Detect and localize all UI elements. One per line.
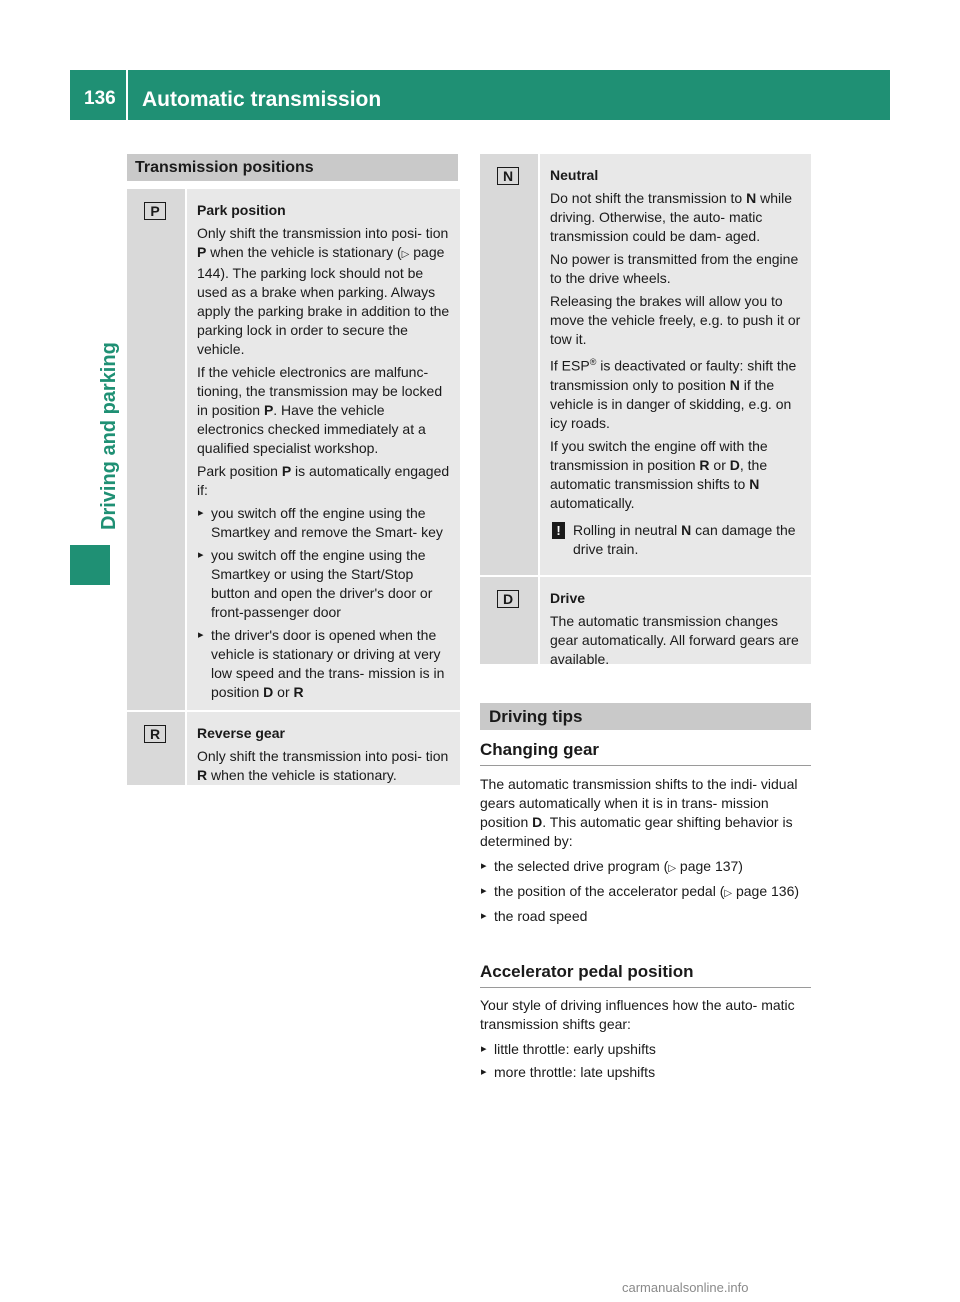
accelerator-pedal-heading: Accelerator pedal position bbox=[480, 962, 811, 988]
gear-table-right bbox=[480, 154, 811, 667]
driving-tips-heading-text: Driving tips bbox=[489, 707, 583, 726]
list-item: ▸ more throttle: late upshifts bbox=[480, 1063, 811, 1082]
page-reference-arrow-icon: ▷ bbox=[668, 863, 677, 874]
gear-symbol-cell bbox=[127, 712, 185, 785]
gear-description-reverse bbox=[187, 712, 460, 785]
transmission-positions-heading-text: Transmission positions bbox=[135, 159, 314, 176]
gear-table-left bbox=[127, 189, 460, 785]
paragraph: If the vehicle electronics are malfunc- tioning, the transmission may be locked in position P. Have the vehicle electronics checked immediately at a qualified specialist workshop. bbox=[197, 364, 443, 456]
gear-description-park bbox=[187, 189, 460, 710]
gear-title: Drive bbox=[550, 590, 586, 606]
accelerator-pedal-body bbox=[480, 996, 811, 1086]
page-reference-arrow-icon: ▷ bbox=[724, 888, 733, 899]
list-item: ▸ the driver's door is opened when the vehicle is stationary or driving at very low speed and the trans- mission is in position D or R bbox=[197, 626, 452, 702]
list-item: ▸ the selected drive program (▷ page 137) bbox=[480, 857, 811, 878]
list-item: ▸ little throttle: early upshifts bbox=[480, 1040, 811, 1059]
chapter-title: Automatic transmission bbox=[142, 88, 382, 111]
gear-description-neutral bbox=[540, 154, 811, 575]
paragraph: If you switch the engine off with the transmission in position R or D, the automatic transmission shifts to N automatically. bbox=[550, 437, 768, 511]
gear-title: Neutral bbox=[550, 167, 599, 183]
gear-title: Park position bbox=[197, 202, 286, 218]
list-item: ▸ you switch off the engine using the Smartkey and remove the Smart- key bbox=[197, 504, 452, 542]
reverse-gear-icon: R bbox=[144, 725, 166, 743]
drive-gear-icon: D bbox=[497, 590, 519, 608]
gear-symbol-cell bbox=[127, 189, 185, 710]
changing-gear-body bbox=[480, 775, 811, 930]
gear-title: Reverse gear bbox=[197, 725, 285, 741]
warning-icon: ! bbox=[552, 522, 565, 539]
paragraph: Do not shift the transmission to N while driving. Otherwise, the auto- matic transmission could be dam- aged. bbox=[550, 190, 793, 244]
list-item: ▸ you switch off the engine using the Smartkey or using the Start/Stop button and open the driver's door or front-passenger door bbox=[197, 546, 452, 622]
paragraph: No power is transmitted from the engine to the drive wheels. bbox=[550, 251, 799, 286]
list-item: ▸ the position of the accelerator pedal (▷ page 136) bbox=[480, 882, 811, 903]
driving-tips-heading bbox=[480, 703, 811, 730]
park-gear-icon: P bbox=[144, 202, 166, 220]
gear-symbol-cell bbox=[480, 577, 538, 664]
header-divider bbox=[126, 70, 128, 120]
transmission-positions-heading bbox=[127, 154, 458, 181]
paragraph: The automatic transmission changes gear automatically. All forward gears are available. bbox=[550, 613, 799, 667]
gear-row-drive bbox=[480, 577, 811, 667]
warning-note bbox=[550, 521, 803, 559]
list-item: ▸ the road speed bbox=[480, 907, 811, 926]
gear-row-neutral bbox=[480, 154, 811, 575]
paragraph: If ESP® is deactivated or faulty: shift the transmission only to position N if the vehicle is in danger of skidding, e.g. on icy roads. bbox=[550, 357, 797, 431]
gear-row-park bbox=[127, 189, 460, 710]
paragraph: Your style of driving influences how the auto- matic transmission shifts gear: bbox=[480, 997, 795, 1032]
changing-gear-heading: Changing gear bbox=[480, 740, 811, 766]
gear-symbol-cell bbox=[480, 154, 538, 575]
gear-row-reverse bbox=[127, 712, 460, 785]
page-number: 136 bbox=[84, 88, 116, 109]
side-section-title: Driving and parking bbox=[98, 342, 120, 530]
paragraph: Only shift the transmission into posi- tion P when the vehicle is stationary (▷ page 144). The parking lock should not be used as a brake when parking. Always apply the parking brake in addition to the parking lock in order to secure the vehicle. bbox=[197, 225, 450, 357]
warning-text: Rolling in neutral N can damage the drive train. bbox=[573, 521, 796, 557]
paragraph: Releasing the brakes will allow you to move the vehicle freely, e.g. to push it or tow it. bbox=[550, 293, 801, 347]
gear-description-drive bbox=[540, 577, 811, 667]
neutral-gear-icon: N bbox=[497, 167, 519, 185]
page-header bbox=[70, 70, 890, 120]
paragraph: The automatic transmission shifts to the indi- vidual gears automatically when it is in trans- mission position D. This automatic gear shifting behavior is determined by: bbox=[480, 776, 798, 849]
side-tab-marker bbox=[70, 545, 110, 585]
watermark: carmanualsonline.info bbox=[622, 1280, 749, 1295]
paragraph: Park position P is automatically engaged if: bbox=[197, 463, 450, 498]
paragraph: Only shift the transmission into posi- tion R when the vehicle is stationary. bbox=[197, 748, 449, 783]
page-reference-arrow-icon: ▷ bbox=[401, 249, 410, 260]
